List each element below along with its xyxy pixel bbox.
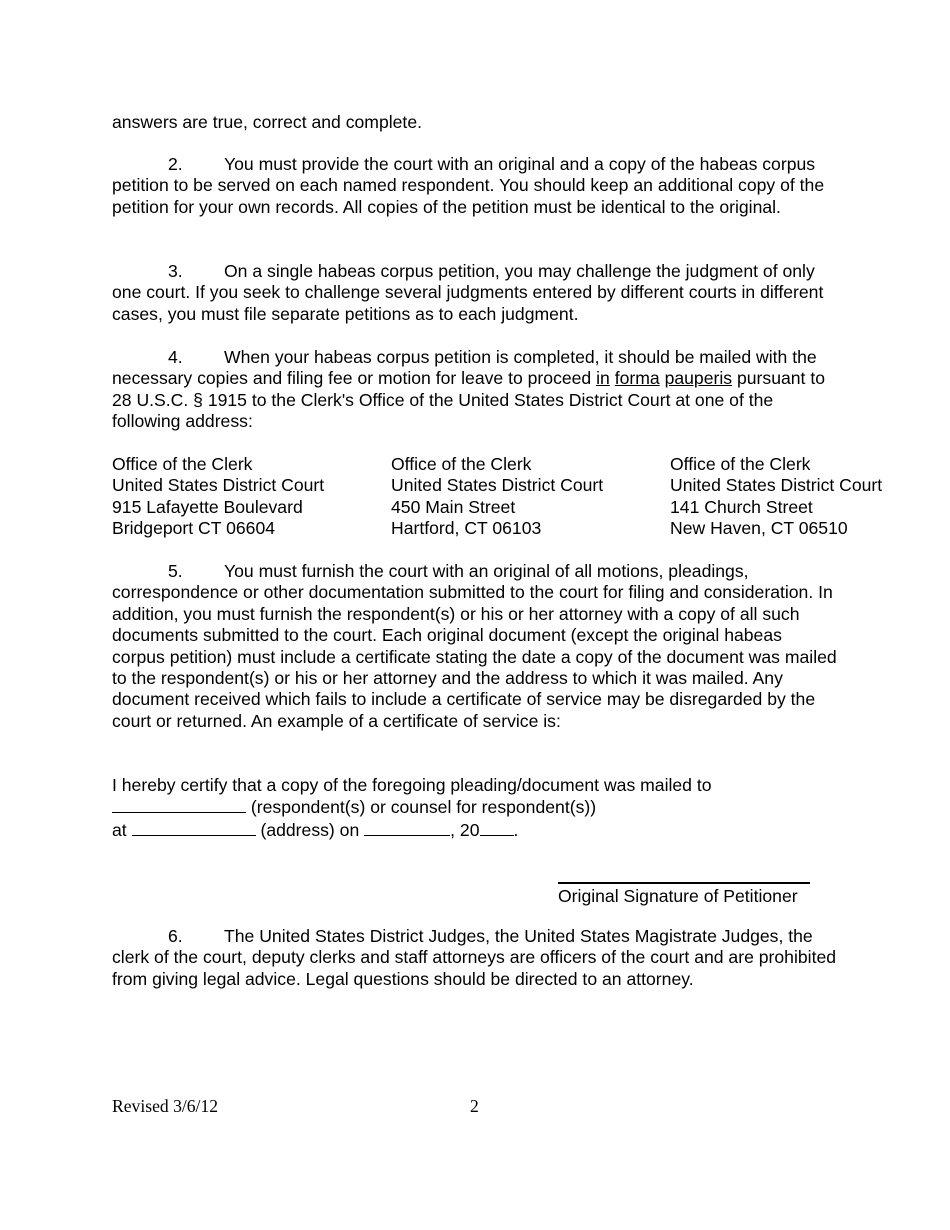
in-forma-pauperis-in: in	[596, 368, 610, 389]
paragraph-4: 4. When your habeas corpus petition is completed, it should be mailed with the necessary copies and filing fee or motion for leave to proceed in forma pauperis pursuant to 28 U.S.C. § 1915 to the Clerk's Office of the United States District Court at one of the following address:	[112, 347, 825, 432]
footer-revised: Revised 3/6/12	[112, 1096, 219, 1116]
address-hartford: Office of the Clerk United States District Court 450 Main Street Hartford, CT 06103	[391, 454, 604, 539]
address-blank	[132, 819, 256, 836]
signature-label: Original Signature of Petitioner	[558, 886, 798, 906]
date-blank	[364, 819, 450, 836]
respondent-blank	[112, 796, 246, 813]
signature-line	[558, 870, 810, 884]
paragraph-3: 3. On a single habeas corpus petition, you may challenge the judgment of only one court. If you seek to challenge several judgments entered by different courts in different cases, you must file separate petitions as to each judgment.	[112, 261, 824, 324]
certificate-of-service: I hereby certify that a copy of the foregoing pleading/document was mailed to (respondent(s) or counsel for respondent(s)) at (address) on , 20 .	[112, 775, 712, 840]
paragraph-6: 6. The United States District Judges, the United States Magistrate Judges, the clerk of the court, deputy clerks and staff attorneys are officers of the court and are prohibited from giving legal advice. Legal questions should be directed to an attorney.	[112, 926, 837, 989]
footer-page-number: 2	[470, 1096, 479, 1116]
in-forma-pauperis-forma: forma	[614, 368, 660, 389]
intro-tail: answers are true, correct and complete.	[112, 112, 422, 132]
paragraph-5: 5. You must furnish the court with an original of all motions, pleadings, correspondence or other documentation submitted to the court for filing and consideration. In addition, you must furnish the respondent(s) or his or her attorney with a copy of all such documents submitted to the court. Each original document (except the original habeas corpus petition) must include a certificate stating the date a copy of the document was mailed to the respondent(s) or his or her attorney and the address to which it was mailed. Any document received which fails to include a certificate of service may be disregarded by the court or returned. An example of a certificate of service is:	[112, 561, 837, 731]
address-bridgeport: Office of the Clerk United States District Court 915 Lafayette Boulevard Bridgeport CT 06604	[112, 454, 325, 539]
year-blank	[480, 819, 514, 836]
paragraph-2: 2. You must provide the court with an original and a copy of the habeas corpus petition to be served on each named respondent. You should keep an additional copy of the petition for your own records. All copies of the petition must be identical to the original.	[112, 154, 825, 217]
address-new-haven: Office of the Clerk United States District Court 141 Church Street New Haven, CT 06510	[670, 454, 883, 539]
signature-block	[558, 870, 814, 907]
in-forma-pauperis-pauperis: pauperis	[664, 368, 733, 389]
